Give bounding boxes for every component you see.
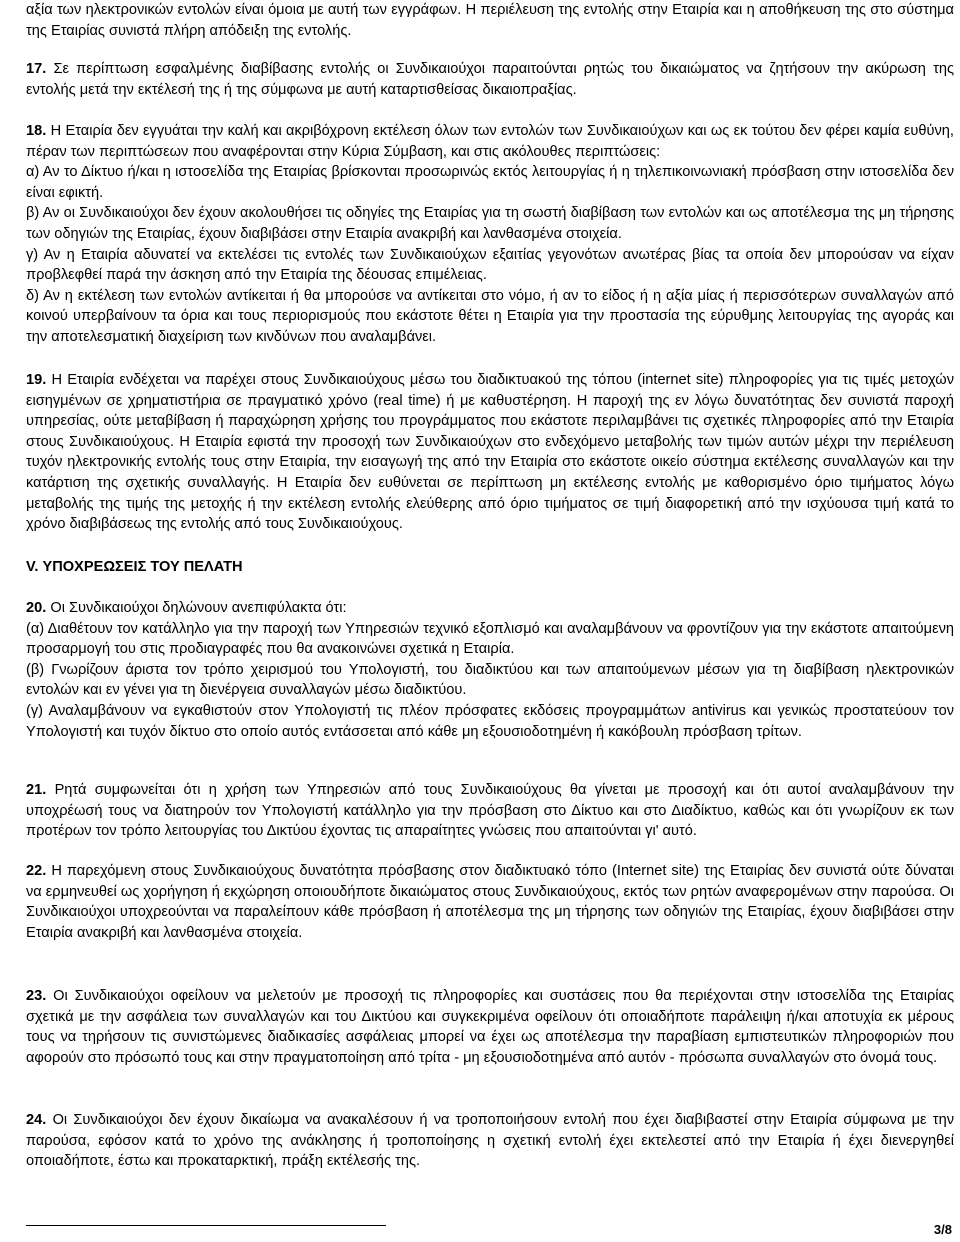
section-18 bbox=[26, 121, 954, 348]
section-heading: V. ΥΠΟΧΡΕΩΣΕΙΣ ΤΟΥ ΠΕΛΑΤΗ bbox=[26, 559, 243, 575]
list-item: δ) Αν η εκτέλεση των εντολών αντίκειται ή θα μπορούσε να αντίκειται στο νόμο, ή αν το είδος ή η αξία μίας ή περισσότερων συναλλαγών από κοινού υπερβαίνουν τα όρια και τους περιορισμούς που εκάστοτε θέτει η Εταιρία για την προστασία της εύρυθμης λειτουργίας της αγοράς και την αποτελεσματική διαχείριση των κινδύνων που αναλαμβάνει. bbox=[26, 287, 954, 345]
section-number: 22. bbox=[26, 863, 47, 879]
section-number: 17. bbox=[26, 61, 47, 77]
list-item: γ) Αν η Εταιρία αδυνατεί να εκτελέσει τις εντολές των Συνδικαιούχων εξαιτίας γεγονότων ανωτέρας βίας τα οποία δεν μπορούσαν να είχαν προβλεφθεί παρά την άσκηση από την Εταιρία της δέουσας επιμέλειας. bbox=[26, 246, 954, 284]
section-number: 19. bbox=[26, 372, 47, 388]
section-text: Η παρεχόμενη στους Συνδικαιούχους δυνατότητα πρόσβασης στον διαδικτυακό τόπο (Internet site) της Εταιρίας δεν συνιστά ούτε δύναται να ερμηνευθεί ως χορήγηση ή εκχώρηση οποιουδήποτε δικαιώματος στους Συνδικαιούχους, εκτός των ρητών αναφερομένων στην παρούσα. Οι Συνδικαιούχοι υποχρεούνται να παραλείπουν κάθε πρόσβαση ή αποτέλεσμα της μη τήρησης των οδηγιών της Εταιρίας, έχουν διαβιβάσει στην Εταιρία ανακριβή και λανθασμένα στοιχεία. bbox=[26, 863, 954, 941]
section-number: 18. bbox=[26, 123, 47, 139]
section-22 bbox=[26, 861, 954, 943]
list-item: (α) Διαθέτουν τον κατάλληλο για την παροχή των Υπηρεσιών τεχνικό εξοπλισμό και αναλαμβάνουν να φροντίζουν για την εκάστοτε απαιτούμενη προσαρμογή του στις προδιαγραφές που θα ανακοινώνει σχετικά η Εταιρία. bbox=[26, 620, 954, 658]
section-21 bbox=[26, 780, 954, 842]
list-item: α) Αν το Δίκτυο ή/και η ιστοσελίδα της Εταιρίας βρίσκονται προσωρινώς εκτός λειτουργίας ή η τηλεπικοινωνιακή πρόσβαση στην ιστοσελίδα δεν είναι εφικτή. bbox=[26, 164, 954, 201]
section-number: 20. bbox=[26, 600, 47, 616]
list-item: (γ) Αναλαμβάνουν να εγκαθιστούν στον Υπολογιστή τις πλέον πρόσφατες εκδόσεις προγραμμάτων antivirus και γενικώς προστατεύουν τον Υπολογιστή και τυχόν δίκτυο στο οποίο αυτός εντάσσεται από κάθε μη εξουσιοδοτημένη ή κακόβουλη πρόσβαση τρίτων. bbox=[26, 702, 954, 740]
page-number: 3/8 bbox=[933, 1222, 952, 1237]
list-item: β) Αν οι Συνδικαιούχοι δεν έχουν ακολουθήσει τις οδηγίες της Εταιρίας για τη σωστή διαβίβαση των εντολών και ως αποτέλεσμα της μη τήρησης των οδηγιών της Εταιρίας, έχουν διαβιβάσει στην Εταιρία ανακριβή και λανθασμένα στοιχεία. bbox=[26, 205, 954, 242]
section-17 bbox=[26, 59, 954, 100]
section-19 bbox=[26, 370, 954, 535]
section-text: Η Εταιρία ενδέχεται να παρέχει στους Συνδικαιούχους μέσω του διαδικτυακού της τόπου (internet site) πληροφορίες για τις τιμές μετοχών εισηγμένων σε χρηματιστήρια σε πραγματικό χρόνο (real time) ή με καθυστέρηση. Η παροχή της εν λόγω δυνατότητας δεν συνιστά παροχή υπηρεσίας, ούτε μεταβίβαση ή παραχώρηση χρήσης του προγράμματος που εκάστοτε περιλαμβάνει τις σχετικές πληροφορίες από την Εταιρία στους Συνδικαιούχους. Η Εταιρία εφιστά την προσοχή των Συνδικαιούχων στο ενδεχόμενο μεταβολής των τιμών αυτών μέχρι την περιέλευση τυχόν ηλεκτρονικής εντολής τους στην Εταιρία, την εισαγωγή της από την Εταιρία στο εκάστοτε οικείο σύστημα εκτέλεσης συναλλαγών και την κατάρτιση της σχετικής συναλλαγής. Η Εταιρία δεν ευθύνεται σε περίπτωση μη εκτέλεσης εντολής με καθορισμένο όριο τιμήματος λόγω μεταβολής της τιμής της μετοχής ή την εκτέλεση εντολής ελεύθερης από όριο τιμήματος σε τιμή διαφορετική από την ισχύουσα τιμή κατά το χρόνο διαβιβάσεως της εντολής από τους Συνδικαιούχους. bbox=[26, 372, 954, 533]
section-text: Οι Συνδικαιούχοι δεν έχουν δικαίωμα να ανακαλέσουν ή να τροποποιήσουν εντολή που έχει διαβιβαστεί στην Εταιρία σύμφωνα με την παρούσα, εφόσον κατά το χρόνο της ανάκλησης ή τροποποίησης η σχετική εντολή έχει εκτελεστεί από την Εταιρία ή έχει διενεργηθεί οποιαδήποτε, έστω και προκαταρκτική, πράξη εκτέλεσής της. bbox=[26, 1112, 954, 1170]
list-item: (β) Γνωρίζουν άριστα τον τρόπο χειρισμού του Υπολογιστή, του διαδικτύου και των απαιτούμενων μέσων για τη διαβίβαση ηλεκτρονικών εντολών και εν γένει για τη διενέργεια συναλλαγών μέσω διαδικτύου. bbox=[26, 661, 954, 699]
section-number: 24. bbox=[26, 1112, 47, 1128]
section-text: Ρητά συμφωνείται ότι η χρήση των Υπηρεσιών από τους Συνδικαιούχους θα γίνεται με προσοχή και ότι αυτοί αναλαμβάνουν την υποχρέωσή τους να διατηρούν τον Υπολογιστή κατάλληλο για την πρόσβαση στο Δίκτυο και στο Διαδίκτυο, καθώς και ότι γνωρίζουν εκ των προτέρων τον τρόπο λειτουργίας του Δικτύου έχοντας τις απαραίτητες γνώσεις που απαιτούνται γι' αυτό. bbox=[26, 782, 954, 840]
section-text: Η Εταιρία δεν εγγυάται την καλή και ακριβόχρονη εκτέλεση όλων των εντολών των Συνδικαιούχων και ως εκ τούτου δεν φέρει καμία ευθύνη, πέραν των περιπτώσεων που αναφέρονται στην Κύρια Σύμβαση, και στις ακόλουθες περιπτώσεις: bbox=[26, 123, 954, 160]
footer-divider bbox=[26, 1225, 386, 1226]
section-number: 21. bbox=[26, 782, 47, 798]
section-24 bbox=[26, 1110, 954, 1172]
section-20 bbox=[26, 598, 954, 742]
intro-paragraph: αξία των ηλεκτρονικών εντολών είναι όμοια με αυτή των εγγράφων. Η περιέλευση της εντολής στην Εταιρία και η αποθήκευση της στο σύστημα της Εταιρίας συνιστά πλήρη απόδειξη της εντολής. bbox=[26, 2, 954, 39]
section-text: Οι Συνδικαιούχοι οφείλουν να μελετούν με προσοχή τις πληροφορίες και συστάσεις που θα περιέχονται στην ιστοσελίδα της Εταιρίας σχετικά με την ασφάλεια των συναλλαγών και του Δικτύου και συγκεκριμένα οφείλουν ότι οποιαδήποτε παράλειψη ή/και αποτυχία εκ μέρους τους να τηρήσουν τις συνιστώμενες διαδικασίες ασφάλειας μπορεί να έχει ως αποτέλεσμα την παραβίαση εμπιστευτικών πληροφοριών που αφορούν στο πρόσωπό τους και στην πραγματοποίηση από τρίτα - μη εξουσιοδοτημένα από αυτόν - πρόσωπα συναλλαγών στο όνομά τους. bbox=[26, 988, 954, 1066]
section-number: 23. bbox=[26, 988, 47, 1004]
section-text: Σε περίπτωση εσφαλμένης διαβίβασης εντολής οι Συνδικαιούχοι παραιτούνται ρητώς του δικαιώματος να ζητήσουν την ακύρωση της εντολής μετά την εκτέλεσή της ή της σύμφωνα με αυτή καταρτισθείσας δικαιοπραξίας. bbox=[26, 61, 954, 98]
section-23 bbox=[26, 986, 954, 1068]
section-text: Οι Συνδικαιούχοι δηλώνουν ανεπιφύλακτα ότι: bbox=[50, 600, 347, 616]
